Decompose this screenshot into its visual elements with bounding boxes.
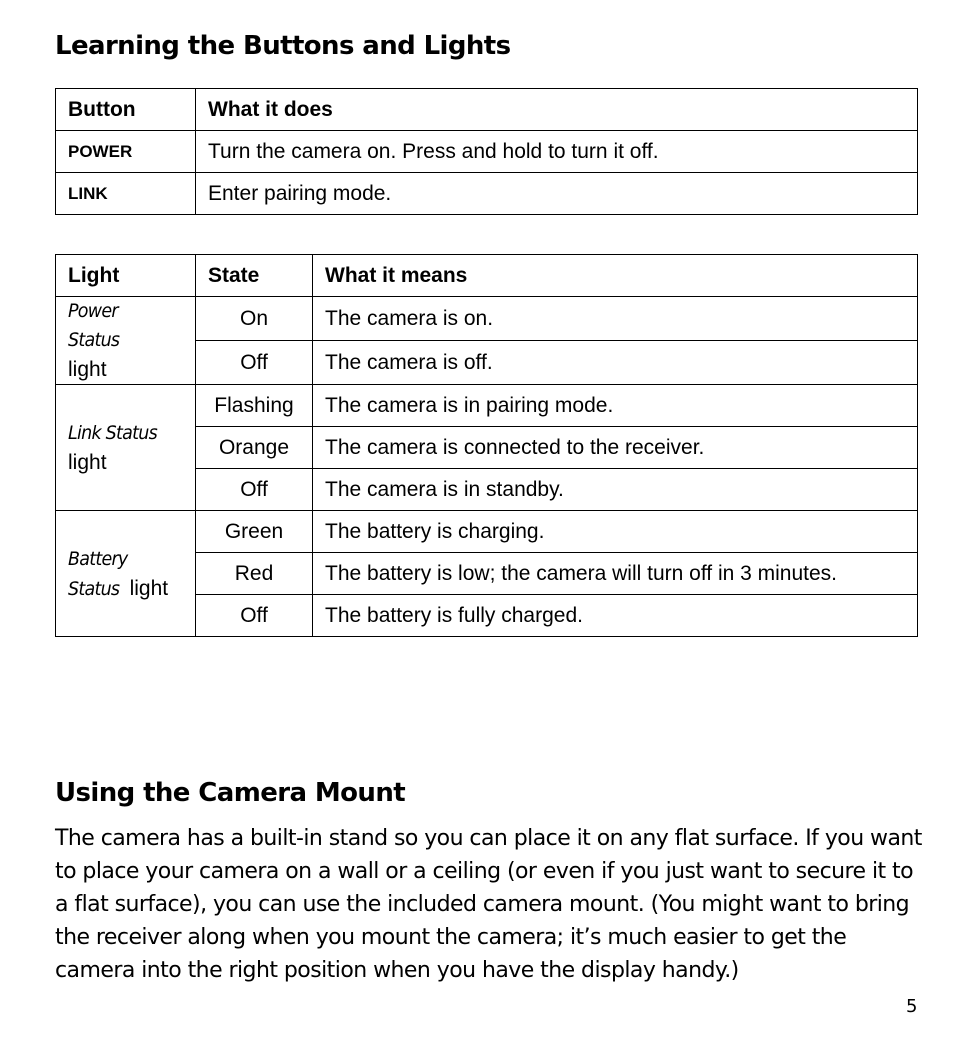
table-row — [56, 173, 918, 215]
meaning-cell: The battery is fully charged. — [313, 595, 918, 637]
lights-table — [55, 254, 918, 637]
table-row — [56, 131, 918, 173]
meaning-cell: The camera is connected to the receiver. — [313, 427, 918, 469]
light-name-battery-status — [56, 511, 196, 637]
button-description: Turn the camera on. Press and hold to turn it off. — [196, 131, 918, 173]
meaning-cell: The battery is low; the camera will turn off in 3 minutes. — [313, 553, 918, 595]
header-what-it-does: What it does — [196, 89, 918, 131]
meaning-cell: The battery is charging. — [313, 511, 918, 553]
light-name-italic: Link Status — [68, 422, 157, 444]
light-name-suffix: light — [68, 358, 107, 381]
header-state: State — [196, 255, 313, 297]
table-row — [56, 511, 918, 553]
state-cell: On — [196, 297, 313, 341]
table-header-row — [56, 89, 918, 131]
state-cell: Flashing — [196, 385, 313, 427]
button-description: Enter pairing mode. — [196, 173, 918, 215]
light-name-suffix: light — [129, 576, 169, 600]
meaning-cell: The camera is in standby. — [313, 469, 918, 511]
table-header-row — [56, 255, 918, 297]
camera-mount-paragraph: The camera has a built-in stand so you can place it on any flat surface. If you want to place your camera on a wall or a ceiling (or even if you just want to secure it to a flat surface), you can use the included camera mount. (You might want to bring the receiver along when you mount the camera; it’s much easier to get the camera into the right position when you have the display handy.) — [55, 826, 922, 983]
state-cell: Red — [196, 553, 313, 595]
state-cell: Off — [196, 595, 313, 637]
button-name: POWER — [56, 131, 196, 173]
page-number: 5 — [906, 996, 918, 1017]
header-what-it-means: What it means — [313, 255, 918, 297]
header-light: Light — [56, 255, 196, 297]
table-row — [56, 297, 918, 341]
light-name-suffix: light — [68, 451, 107, 474]
state-cell: Off — [196, 341, 313, 385]
buttons-table — [55, 88, 918, 215]
light-name-italic: Status — [68, 577, 120, 600]
state-cell: Orange — [196, 427, 313, 469]
header-button: Button — [56, 89, 196, 131]
meaning-cell: The camera is on. — [313, 297, 918, 341]
section-heading-buttons-lights: Learning the Buttons and Lights — [55, 31, 511, 61]
section-heading-camera-mount: Using the Camera Mount — [55, 778, 406, 808]
table-row — [56, 385, 918, 427]
meaning-cell: The camera is in pairing mode. — [313, 385, 918, 427]
light-name-italic: Battery — [68, 547, 128, 570]
button-name: LINK — [56, 173, 196, 215]
light-name-power-status — [56, 297, 196, 385]
light-name-italic: Power Status — [68, 300, 120, 351]
light-name-link-status — [56, 385, 196, 511]
state-cell: Off — [196, 469, 313, 511]
state-cell: Green — [196, 511, 313, 553]
meaning-cell: The camera is off. — [313, 341, 918, 385]
